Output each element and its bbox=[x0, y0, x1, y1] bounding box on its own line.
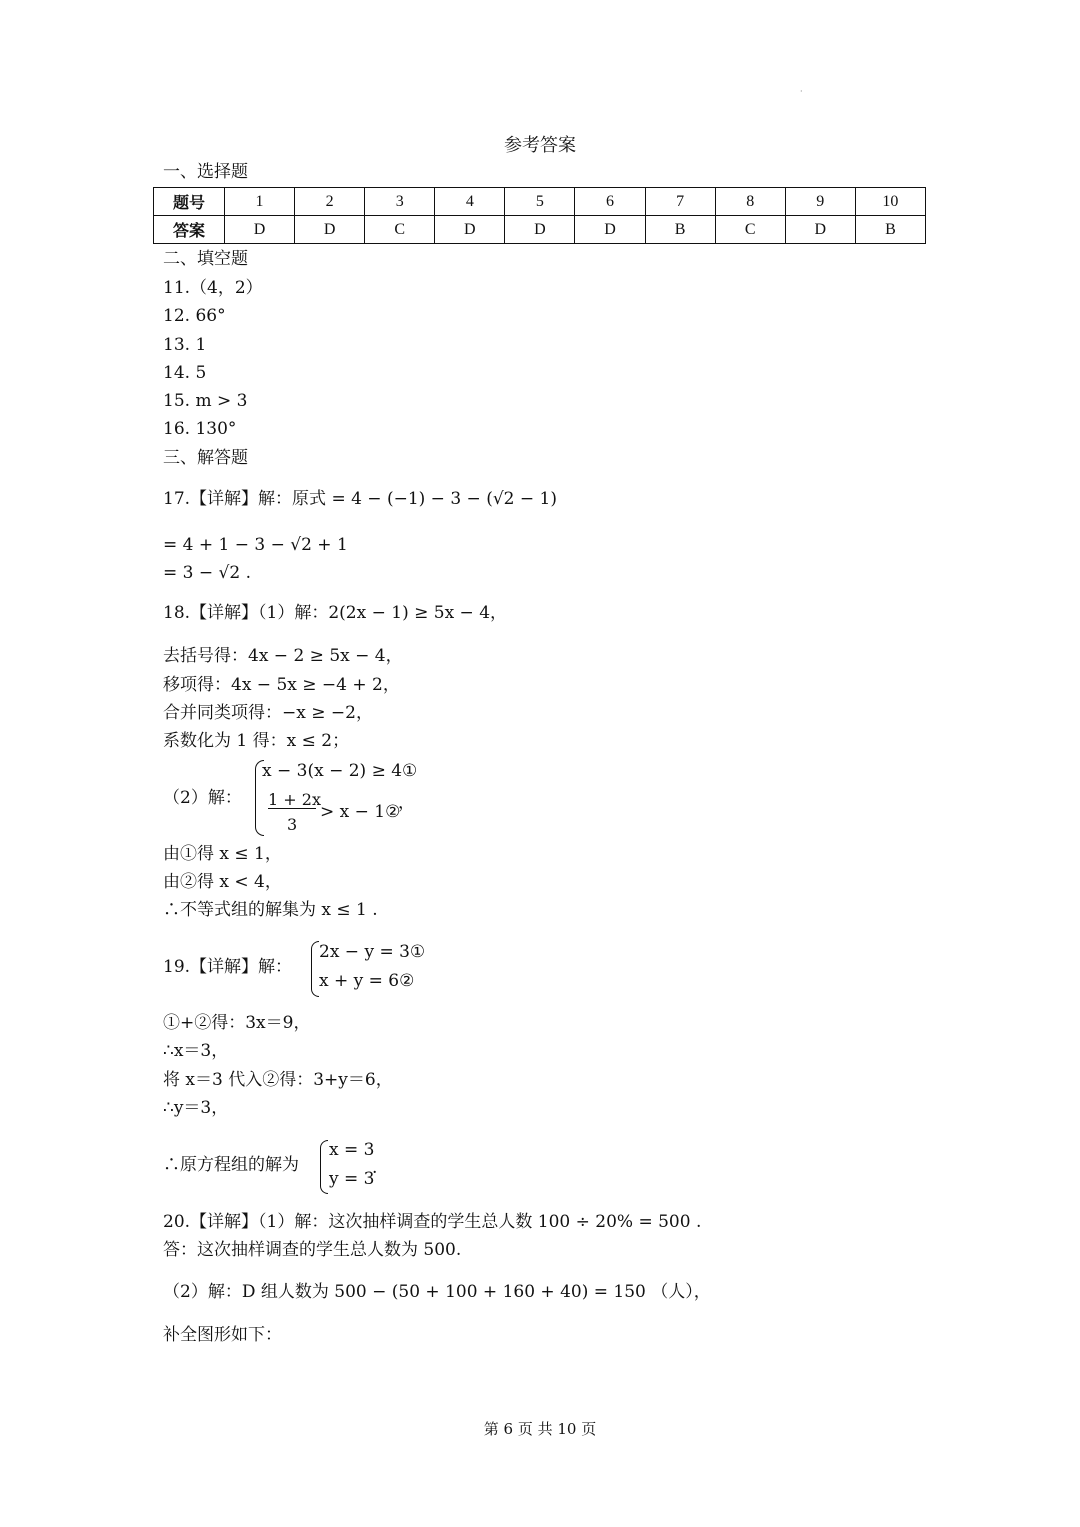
q18-system-frac-num: 1 + 2x bbox=[268, 790, 321, 809]
q19-eq2: x + y = 6② bbox=[319, 971, 415, 991]
table-cell: D bbox=[505, 216, 575, 244]
table-cell: 7 bbox=[645, 188, 715, 216]
table-cell: B bbox=[855, 216, 925, 244]
q18-line8: ∴不等式组的解集为 x ≤ 1 . bbox=[163, 900, 378, 920]
q17-line2: = 4 + 1 − 3 − √2 + 1 bbox=[163, 535, 348, 555]
q19-line3: 将 x＝3 代入②得：3+y＝6， bbox=[163, 1070, 393, 1090]
q18-system-frac-den: 3 bbox=[287, 815, 298, 834]
section-choice-heading: 一、选择题 bbox=[163, 162, 248, 182]
table-row-numbers bbox=[154, 188, 926, 216]
fill-answer-12: 12. 66° bbox=[163, 306, 226, 326]
q19-final-label: ∴原方程组的解为 bbox=[163, 1155, 299, 1175]
q19-eq1: 2x − y = 3① bbox=[319, 942, 426, 962]
q18-line2: 去括号得：4x − 2 ≥ 5x − 4， bbox=[163, 646, 403, 666]
q18-part2-label: （2）解： bbox=[163, 788, 242, 808]
table-cell: 8 bbox=[715, 188, 785, 216]
table-cell: B bbox=[645, 216, 715, 244]
table-header-answer: 答案 bbox=[154, 216, 225, 244]
q19-line1: ①+②得：3x＝9， bbox=[163, 1013, 311, 1033]
q20-line4: 补全图形如下： bbox=[163, 1325, 282, 1345]
table-cell: C bbox=[365, 216, 435, 244]
table-cell: 4 bbox=[435, 188, 505, 216]
page-footer: 第 6 页 共 10 页 bbox=[483, 1420, 597, 1438]
q17-line3: = 3 − √2 . bbox=[163, 563, 251, 583]
table-cell: 5 bbox=[505, 188, 575, 216]
fill-answer-15: 15. m > 3 bbox=[163, 391, 248, 411]
q18-line5: 系数化为 1 得：x ≤ 2； bbox=[163, 731, 350, 751]
q19-line4: ∴y＝3， bbox=[163, 1098, 229, 1118]
brace-icon bbox=[311, 941, 319, 997]
section-fill-heading: 二、填空题 bbox=[163, 249, 248, 269]
table-cell: D bbox=[225, 216, 295, 244]
table-header-number: 题号 bbox=[154, 188, 225, 216]
scan-dot: · bbox=[800, 87, 803, 96]
fill-answer-13: 13. 1 bbox=[163, 335, 207, 355]
table-cell: 2 bbox=[295, 188, 365, 216]
fill-answer-16: 16. 130° bbox=[163, 419, 237, 439]
q18-system-eq2-rest: > x − 1② bbox=[320, 802, 401, 822]
q19-label: 19.【详解】解： bbox=[163, 957, 293, 977]
q17-line1: 17.【详解】解：原式 = 4 − (−1) − 3 − (√2 − 1) bbox=[163, 489, 557, 509]
answer-table bbox=[153, 187, 926, 244]
table-cell: D bbox=[435, 216, 505, 244]
page-title: 参考答案 bbox=[504, 135, 576, 156]
table-cell: C bbox=[715, 216, 785, 244]
table-cell: D bbox=[295, 216, 365, 244]
table-cell: D bbox=[785, 216, 855, 244]
fraction-bar bbox=[268, 808, 316, 809]
q19-final-dot: . bbox=[372, 1158, 378, 1178]
table-cell: 9 bbox=[785, 188, 855, 216]
q19-solution-x: x = 3 bbox=[329, 1140, 375, 1160]
q18-system-eq1: x − 3(x − 2) ≥ 4① bbox=[262, 761, 418, 781]
table-cell: 6 bbox=[575, 188, 645, 216]
table-cell: 1 bbox=[225, 188, 295, 216]
brace-icon bbox=[320, 1140, 328, 1194]
q18-line6: 由①得 x ≤ 1， bbox=[163, 844, 282, 864]
table-row-answers bbox=[154, 216, 926, 244]
q18-line4: 合并同类项得：−x ≥ −2， bbox=[163, 703, 373, 723]
q20-line3: （2）解：D 组人数为 500 − (50 + 100 + 160 + 40) = 150 （人）， bbox=[163, 1282, 711, 1302]
q20-line1: 20.【详解】（1）解：这次抽样调查的学生总人数 100 ÷ 20% = 500 . bbox=[163, 1212, 702, 1232]
section-solve-heading: 三、解答题 bbox=[163, 448, 248, 468]
q19-line2: ∴x＝3， bbox=[163, 1041, 229, 1061]
table-cell: 3 bbox=[365, 188, 435, 216]
q18-line3: 移项得：4x − 5x ≥ −4 + 2， bbox=[163, 675, 400, 695]
q20-line2: 答：这次抽样调查的学生总人数为 500. bbox=[163, 1240, 462, 1260]
table-cell: 10 bbox=[855, 188, 925, 216]
q18-system-comma: ， bbox=[398, 793, 415, 813]
table-cell: D bbox=[575, 216, 645, 244]
q18-line1: 18.【详解】（1）解：2(2x − 1) ≥ 5x − 4， bbox=[163, 603, 508, 623]
fill-answer-11: 11.（4，2） bbox=[163, 278, 263, 298]
q19-solution-y: y = 3 bbox=[329, 1169, 375, 1189]
fill-answer-14: 14. 5 bbox=[163, 363, 207, 383]
q18-line7: 由②得 x < 4， bbox=[163, 872, 282, 892]
